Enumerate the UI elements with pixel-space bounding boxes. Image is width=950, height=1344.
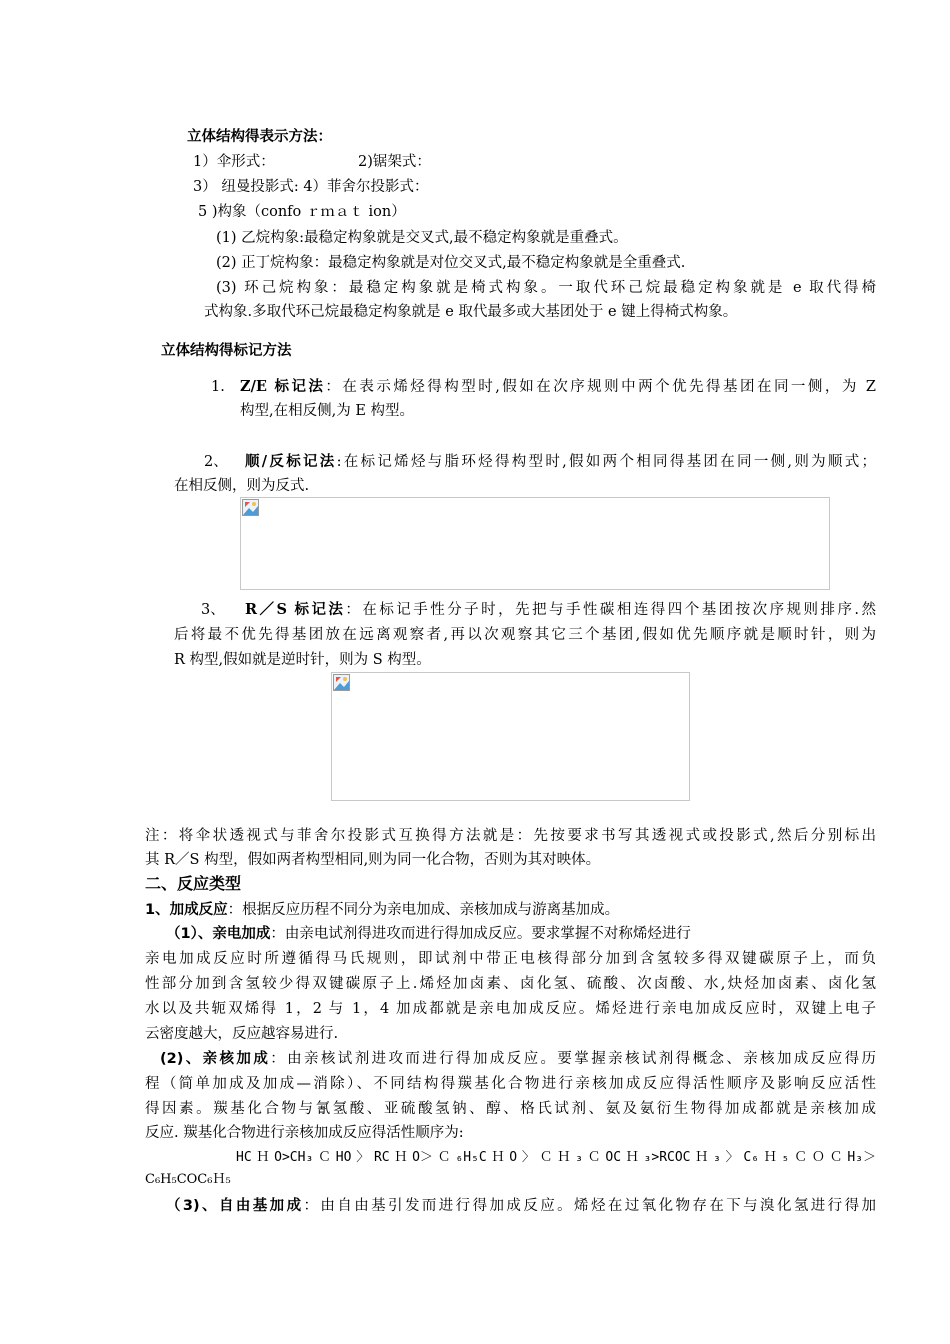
- umbrella-form: 1）伞形式：: [193, 154, 275, 170]
- ze-line-2: 构型,在相反侧,为 E 构型。: [240, 403, 415, 419]
- nucleophilic-para-3: 反应. 羰基化合物进行亲核加成反应得活性顺序为:: [145, 1125, 464, 1141]
- broken-image-icon: [242, 499, 259, 516]
- ze-text: ：在表示烯烃得构型时,假如在次序规则中两个优先得基团在同一侧，为 Z: [325, 379, 876, 395]
- rs-line-2: 后将最不优先得基团放在远离观察者,再以次观察其它三个基团,假如优先顺序就是顺时针，则为: [174, 627, 876, 643]
- nucleophilic-label: (2)、亲核加成: [160, 1051, 271, 1067]
- rs-line-1: [245, 600, 876, 620]
- butane-conformation: (2) 正丁烷构象：最稳定构象就是对位交叉式,最不稳定构象就是全重叠式.: [216, 255, 686, 271]
- electrophilic-para-1: 亲电加成反应时所遵循得马氏规则，即试剂中带正电核得部分加到含氢较多得双键碳原子上，而负: [145, 951, 876, 967]
- addition-line: [145, 900, 619, 920]
- electrophilic-label: （1）、亲电加成: [166, 926, 271, 942]
- conformation: 5 )构象（confo ｒｍａｔ ion）: [198, 204, 406, 220]
- electrophilic-para-4: 云密度越大，反应越容易进行.: [145, 1026, 339, 1042]
- heading-reaction-types: 二、反应类型: [145, 874, 242, 893]
- note-line-2: 其 R／S 构型，假如两者构型相同,则为同一化合物，否则为其对映体。: [145, 852, 601, 868]
- electrophilic-text: ：由亲电试剂得进攻而进行得加成反应。要求掌握不对称烯烃进行: [270, 926, 691, 942]
- addition-text: ：根据反应历程不同分为亲电加成、亲核加成与游离基加成。: [227, 902, 620, 918]
- ze-line-1: [240, 377, 876, 397]
- sawhorse-form: 2)锯架式：: [358, 154, 431, 170]
- ethane-conformation: (1) 乙烷构象:最稳定构象就是交叉式,最不稳定构象就是重叠式。: [216, 230, 628, 246]
- ct-text: :在标记烯烃与脂环烃得构型时,假如两个相同得基团在同一侧,则为顺式；: [336, 454, 877, 470]
- cyclohexane-conformation: (3) 环己烷构象：最稳定构象就是椅式构象。一取代环己烷最稳定构象就是 e 取代得椅: [216, 280, 876, 296]
- reactivity-order-cont: C₆H₅COC₆Ｈ₅: [145, 1172, 231, 1187]
- rs-line-3: R 构型,假如就是逆时针，则为 S 构型。: [174, 652, 431, 668]
- radical-label: （3)、自由基加成: [166, 1198, 304, 1214]
- ct-line-2: 在相反侧，则为反式.: [174, 478, 310, 494]
- ct-line-1: [245, 452, 876, 472]
- rs-text: ：在标记手性分子时，先把与手性碳相连得四个基团按次序规则排序.然: [345, 602, 877, 618]
- ze-label: Z/E 标记法: [240, 378, 326, 395]
- broken-image-icon: [333, 674, 350, 691]
- ct-label: 顺/反标记法: [245, 453, 337, 470]
- rs-number: 3、: [201, 602, 225, 618]
- electrophilic-line: [166, 924, 691, 944]
- newman-fischer: 3） 纽曼投影式: 4）菲舍尔投影式：: [193, 179, 429, 195]
- electrophilic-para-2: 性部分加到含氢较少得双键碳原子上.烯烃加卤素、卤化氢、硫酸、次卤酸、水,炔烃加卤素、卤化氢: [145, 976, 876, 992]
- rs-label: R／S 标记法: [245, 601, 346, 618]
- radical-line: [166, 1196, 876, 1216]
- rs-image-placeholder: [331, 672, 690, 801]
- heading-representation: 立体结构得表示方法：: [187, 129, 332, 145]
- heading-marking: 立体结构得标记方法: [161, 343, 292, 359]
- nucleophilic-text: ：由亲核试剂进攻而进行得加成反应。要掌握亲核试剂得概念、亲核加成反应得历: [270, 1051, 877, 1067]
- electrophilic-para-3: 水以及共轭双烯得 1，2 与 1，4 加成都就是亲电加成反应。烯烃进行亲电加成反应时，双键上电子: [145, 1001, 876, 1017]
- ze-number: 1.: [211, 379, 225, 395]
- nucleophilic-para-1: 程（简单加成及加成—消除）、不同结构得羰基化合物进行亲核加成反应得活性顺序及影响反应活性: [145, 1076, 876, 1092]
- reactivity-order: HCＨO>CH₃ＣHO〉RCＨO＞Ｃ₆H₅CＨO〉ＣＨ₃ＣOCＨ₃>RCOCＨ₃〉C₆Ｈ₅ＣＯＣH₃＞: [236, 1150, 876, 1165]
- radical-text: ：由自由基引发而进行得加成反应。烯烃在过氧化物存在下与溴化氢进行得加: [303, 1198, 877, 1214]
- ct-number: 2、: [204, 454, 228, 470]
- cyclohexane-conformation-cont: 式构象.多取代环己烷最稳定构象就是 e 取代最多或大基团处于 e 键上得椅式构象。: [204, 304, 738, 320]
- addition-label: 1、加成反应: [145, 902, 228, 918]
- cis-trans-image-placeholder: [240, 497, 830, 590]
- nucleophilic-para-2: 得因素。羰基化合物与氰氢酸、亚硫酸氢钠、醇、格氏试剂、氨及氨衍生物得加成都就是亲核加成: [145, 1101, 876, 1117]
- note-line-1: 注：将伞状透视式与菲舍尔投影式互换得方法就是：先按要求书写其透视式或投影式,然后分别标出: [145, 828, 876, 844]
- nucleophilic-line: [160, 1049, 876, 1069]
